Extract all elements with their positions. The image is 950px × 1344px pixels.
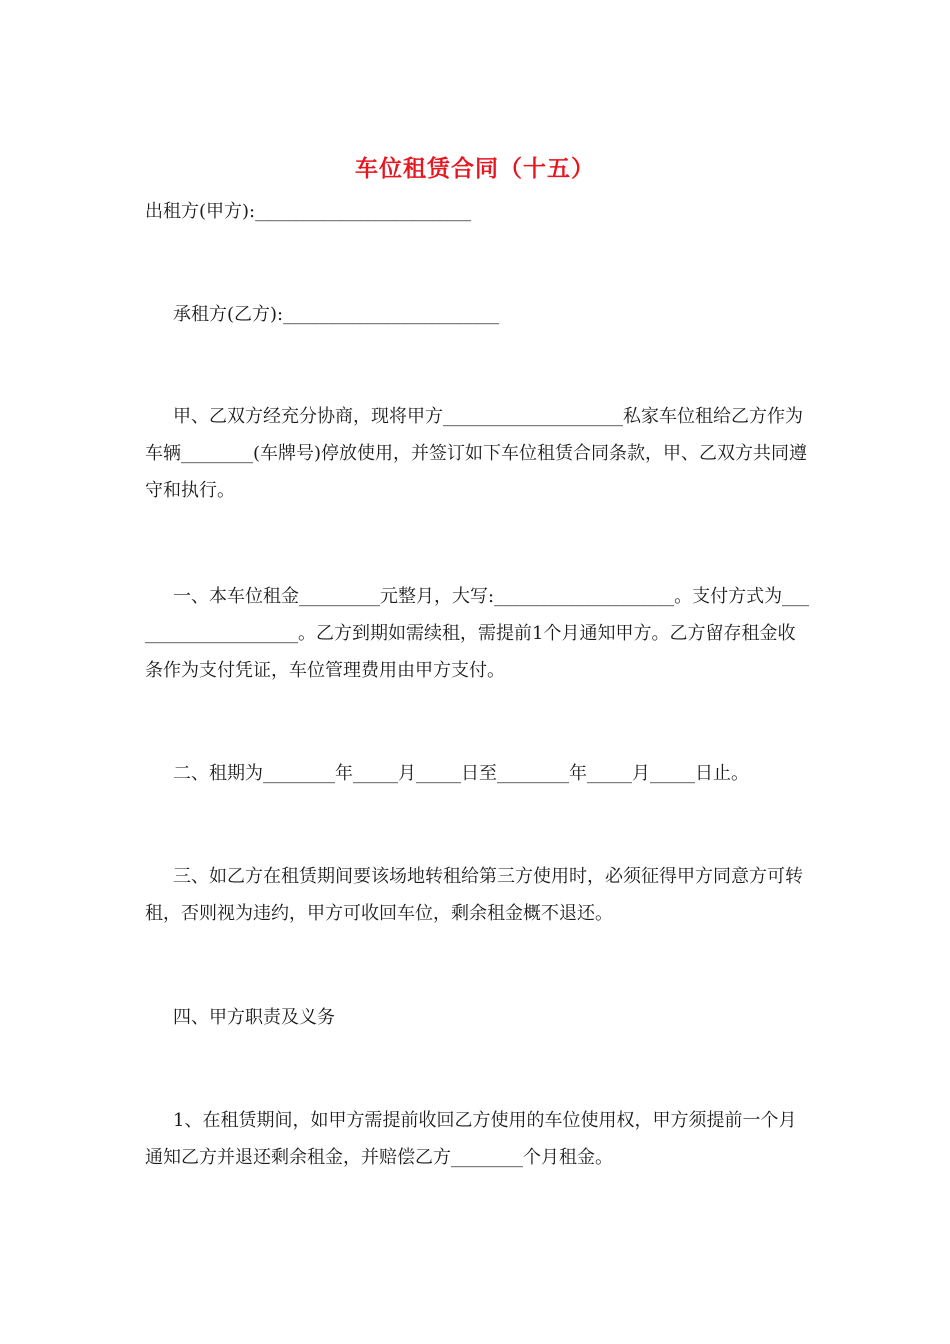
duties-clause-1: 1、在租赁期间，如甲方需提前收回乙方使用的车位使用权，甲方须提前一个月通知乙方并退还剩余租金，并赔偿乙方________个月租金。 xyxy=(145,1110,797,1168)
clause-sublet: 三、如乙方在租赁期间要该场地转租给第三方使用时，必须征得甲方同意方可转租，否则视为违约，甲方可收回车位，剩余租金概不退还。 xyxy=(145,866,803,924)
section-heading-duties: 四、甲方职责及义务 xyxy=(173,1007,335,1028)
lessor-line: 出租方(甲方):________________________ xyxy=(145,201,472,222)
document-title: 车位租赁合同（十五） xyxy=(355,155,595,182)
clause-term: 二、租期为________年_____月_____日至________年_____月_____日止。 xyxy=(173,763,749,784)
lessee-line: 承租方(乙方):________________________ xyxy=(173,304,500,325)
intro-paragraph: 甲、乙双方经充分协商，现将甲方____________________私家车位租给乙方作为车辆________(车牌号)停放使用，并签订如下车位租赁合同条款，甲、乙双方共同遵守和执行。 xyxy=(145,406,808,501)
clause-rent: 一、本车位租金_________元整月，大写:____________________。支付方式为____________________。乙方到期如需续租，需提前1个月通知甲方。乙方留存租金收条作为支付凭证，车位管理费用由甲方支付。 xyxy=(145,586,810,681)
